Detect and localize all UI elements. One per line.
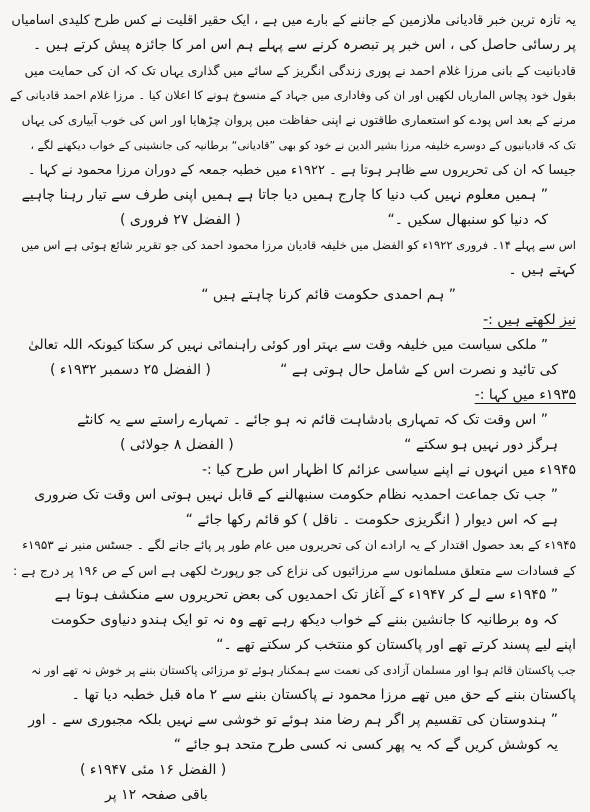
line-text: ہے کہ اس دیوار ( انگریزی حکومت ۔ ناقل ) کو قائم رکھا جائے “ bbox=[185, 512, 558, 528]
quote-line bbox=[10, 608, 576, 633]
line-text: کے فسادات سے متعلق مسلمانوں سے مرزائیوں کی نزاع کی جو رپورٹ لکھی ہے اس کے ص ۱۹۶ پر درج ہے : bbox=[13, 563, 576, 578]
text-line bbox=[10, 308, 576, 333]
line-text: کی تائید و نصرت اس کے شامل حال ہوتی ہے “ bbox=[280, 362, 558, 378]
quote-line bbox=[10, 583, 576, 608]
quote-line bbox=[10, 283, 576, 308]
line-text: قادیانیت کے بانی مرزا غلام احمد نے پوری زندگی انگریز کے سائے میں گذاری یہاں تک کہ ان کی حمایت میں bbox=[24, 63, 576, 78]
line-text: ” اس وقت تک کہ تمہاری بادشاہت قائم نہ ہو جائے ۔ تمہارے راستے سے یہ کانٹے bbox=[77, 412, 548, 428]
line-text: کہتے ہیں ۔ bbox=[508, 262, 576, 278]
text-line bbox=[10, 58, 576, 83]
line-text: ” ہم احمدی حکومت قائم کرنا چاہتے ہیں “ bbox=[201, 287, 456, 303]
text-line bbox=[10, 683, 576, 708]
quote-line bbox=[10, 483, 576, 508]
text-line bbox=[10, 658, 576, 683]
citation: ( الفضل ۲۷ فروری ) bbox=[120, 212, 241, 228]
line-text: باقی صفحہ ۱۲ پر bbox=[105, 787, 208, 803]
line-text: کہ دنیا کو سنبھال سکیں ۔“ bbox=[387, 212, 548, 228]
line-text: اپنے لیے پسند کرتے تھے اور پاکستان کو منتخب کر سکتے تھے ۔“ bbox=[216, 637, 576, 653]
line-text: ۱۹۴۵ء کے بعد حصول اقتدار کے یہ ارادے ان کی تحریروں میں عام طور پر پائے جانے لگے ۔ جسٹس منیر نے ۱۹۵۳ء bbox=[22, 538, 576, 552]
line-text: پر رسائی حاصل کی ، اس خبر پر تبصرہ کرنے سے پہلے ہم اس امر کا جائزہ پیش کرتے ہیں ۔ bbox=[33, 37, 576, 53]
line-text: ۱۹۴۵ء میں انہوں نے اپنے سیاسی عزائم کا اظہار اس طرح کیا :- bbox=[201, 462, 576, 478]
line-text: ہرگز دور نہیں ہو سکتے “ bbox=[404, 437, 558, 453]
line-text: ” ۱۹۴۵ء سے لے کر ۱۹۴۷ء کے آغاز تک احمدیوں کی بعض تحریروں سے منکشف ہوتا ہے bbox=[54, 587, 558, 603]
quote-line bbox=[10, 708, 576, 733]
text-line bbox=[10, 533, 576, 558]
line-text: تک کہ قادیانیوں کے دوسرے خلیفہ مرزا بشیر الدین نے خود کو بھی ”قادیانی“ برطانیہ کی جانشینی کے خواب دیکھنے لگے ، bbox=[30, 139, 576, 152]
quote-line bbox=[10, 333, 576, 358]
line-text: اس سے پہلے ۱۴۔ فروری ۱۹۲۲ء کو الفضل میں خلیفہ قادیان مرزا محمود احمد کی جو تقریر شائع ہوئی ہے اس میں bbox=[21, 238, 576, 252]
line-text: نیز لکھتے ہیں :- bbox=[483, 312, 576, 328]
line-text: جب پاکستان قائم ہوا اور مسلمان آزادی کی نعمت سے ہمکنار ہوئے تو مرزائی پاکستان بننے پر خوش نہ تھے اور نہ bbox=[31, 663, 576, 677]
text-line bbox=[10, 33, 576, 58]
quote-line bbox=[10, 733, 576, 758]
text-line bbox=[10, 83, 576, 108]
line-text: بقول خود پچاس الماریاں لکھیں اور ان کی وفاداری میں جہاد کے منسوخ ہونے کا اعلان کیا ۔ مرزا غلام احمد قادیانی کے bbox=[10, 88, 576, 102]
citation: ( الفضل ۸ جولائی ) bbox=[120, 437, 234, 453]
line-text: ” جب تک جماعت احمدیہ نظام حکومت سنبھالنے کے قابل نہیں ہوتی اس وقت تک ضروری bbox=[34, 487, 558, 503]
text-line bbox=[10, 383, 576, 408]
quote-line bbox=[10, 508, 576, 533]
quote-line bbox=[10, 408, 576, 433]
text-line bbox=[10, 233, 576, 258]
line-text: یہ تازہ ترین خبر قادیانی ملازمین کے جاننے کے بارے میں ہے ، ایک حقیر اقلیت نے کس طرح کلیدی اسامیاں bbox=[11, 13, 576, 28]
quote-line bbox=[10, 358, 576, 383]
quote-line bbox=[10, 633, 576, 658]
quote-line bbox=[10, 208, 576, 233]
line-text: جیسا کہ ان کی تحریروں سے ظاہر ہوتا ہے ۔ ۱۹۲۲ء میں خطبہ جمعہ کے دوران مرزا محمود نے کہا ۔ bbox=[27, 163, 576, 178]
line-text: ” ہمیں معلوم نہیں کب دنیا کا چارج ہمیں دیا جاتا ہے ہمیں اپنی طرف سے تیار رہنا چاہیے bbox=[21, 187, 548, 203]
quote-line bbox=[10, 433, 576, 458]
line-text: یہ کوشش کریں گے کہ یہ پھر کسی نہ کسی طرح متحد ہو جائے “ bbox=[173, 737, 558, 753]
text-line bbox=[10, 133, 576, 158]
text-line bbox=[10, 458, 576, 483]
citation-line bbox=[10, 758, 576, 783]
line-text: مرنے کے بعد اس پودے کو استعماری طاقتوں نے اپنی حفاظت میں پروان چڑھایا اور اس کی خوب آبیاری کی یہاں bbox=[21, 113, 576, 127]
text-line bbox=[10, 8, 576, 33]
line-text: ۱۹۳۵ء میں کہا :- bbox=[474, 387, 576, 403]
quote-line bbox=[10, 183, 576, 208]
line-text: کہ وہ برطانیہ کا جانشین بننے کے خواب دیکھ رہے تھے وہ نہ تو ایک ہندو دنیاوی حکومت bbox=[50, 612, 558, 628]
line-text: پاکستان بننے کے حق میں تھے مرزا محمود نے پاکستان بننے سے ۲ ماہ قبل خطبہ دیا تھا ۔ bbox=[71, 687, 576, 703]
text-line bbox=[10, 258, 576, 283]
text-line bbox=[10, 158, 576, 183]
text-line bbox=[10, 108, 576, 133]
line-text: ” ہندوستان کی تقسیم پر اگر ہم رضا مند ہوئے تو خوشی سے نہیں بلکہ مجبوری سے ۔ اور bbox=[28, 712, 558, 728]
continued-note bbox=[10, 783, 576, 808]
text-line bbox=[10, 558, 576, 583]
citation: ( الفضل ۲۵ دسمبر ۱۹۳۲ء ) bbox=[50, 362, 211, 378]
line-text: ” ملکی سیاست میں خلیفہ وقت سے بہتر اور کوئی راہنمائی نہیں کر سکتا کیونکہ اللہ تعالیٰ bbox=[28, 337, 548, 353]
citation: ( الفضل ۱۶ مئی ۱۹۴۷ء ) bbox=[80, 762, 227, 778]
